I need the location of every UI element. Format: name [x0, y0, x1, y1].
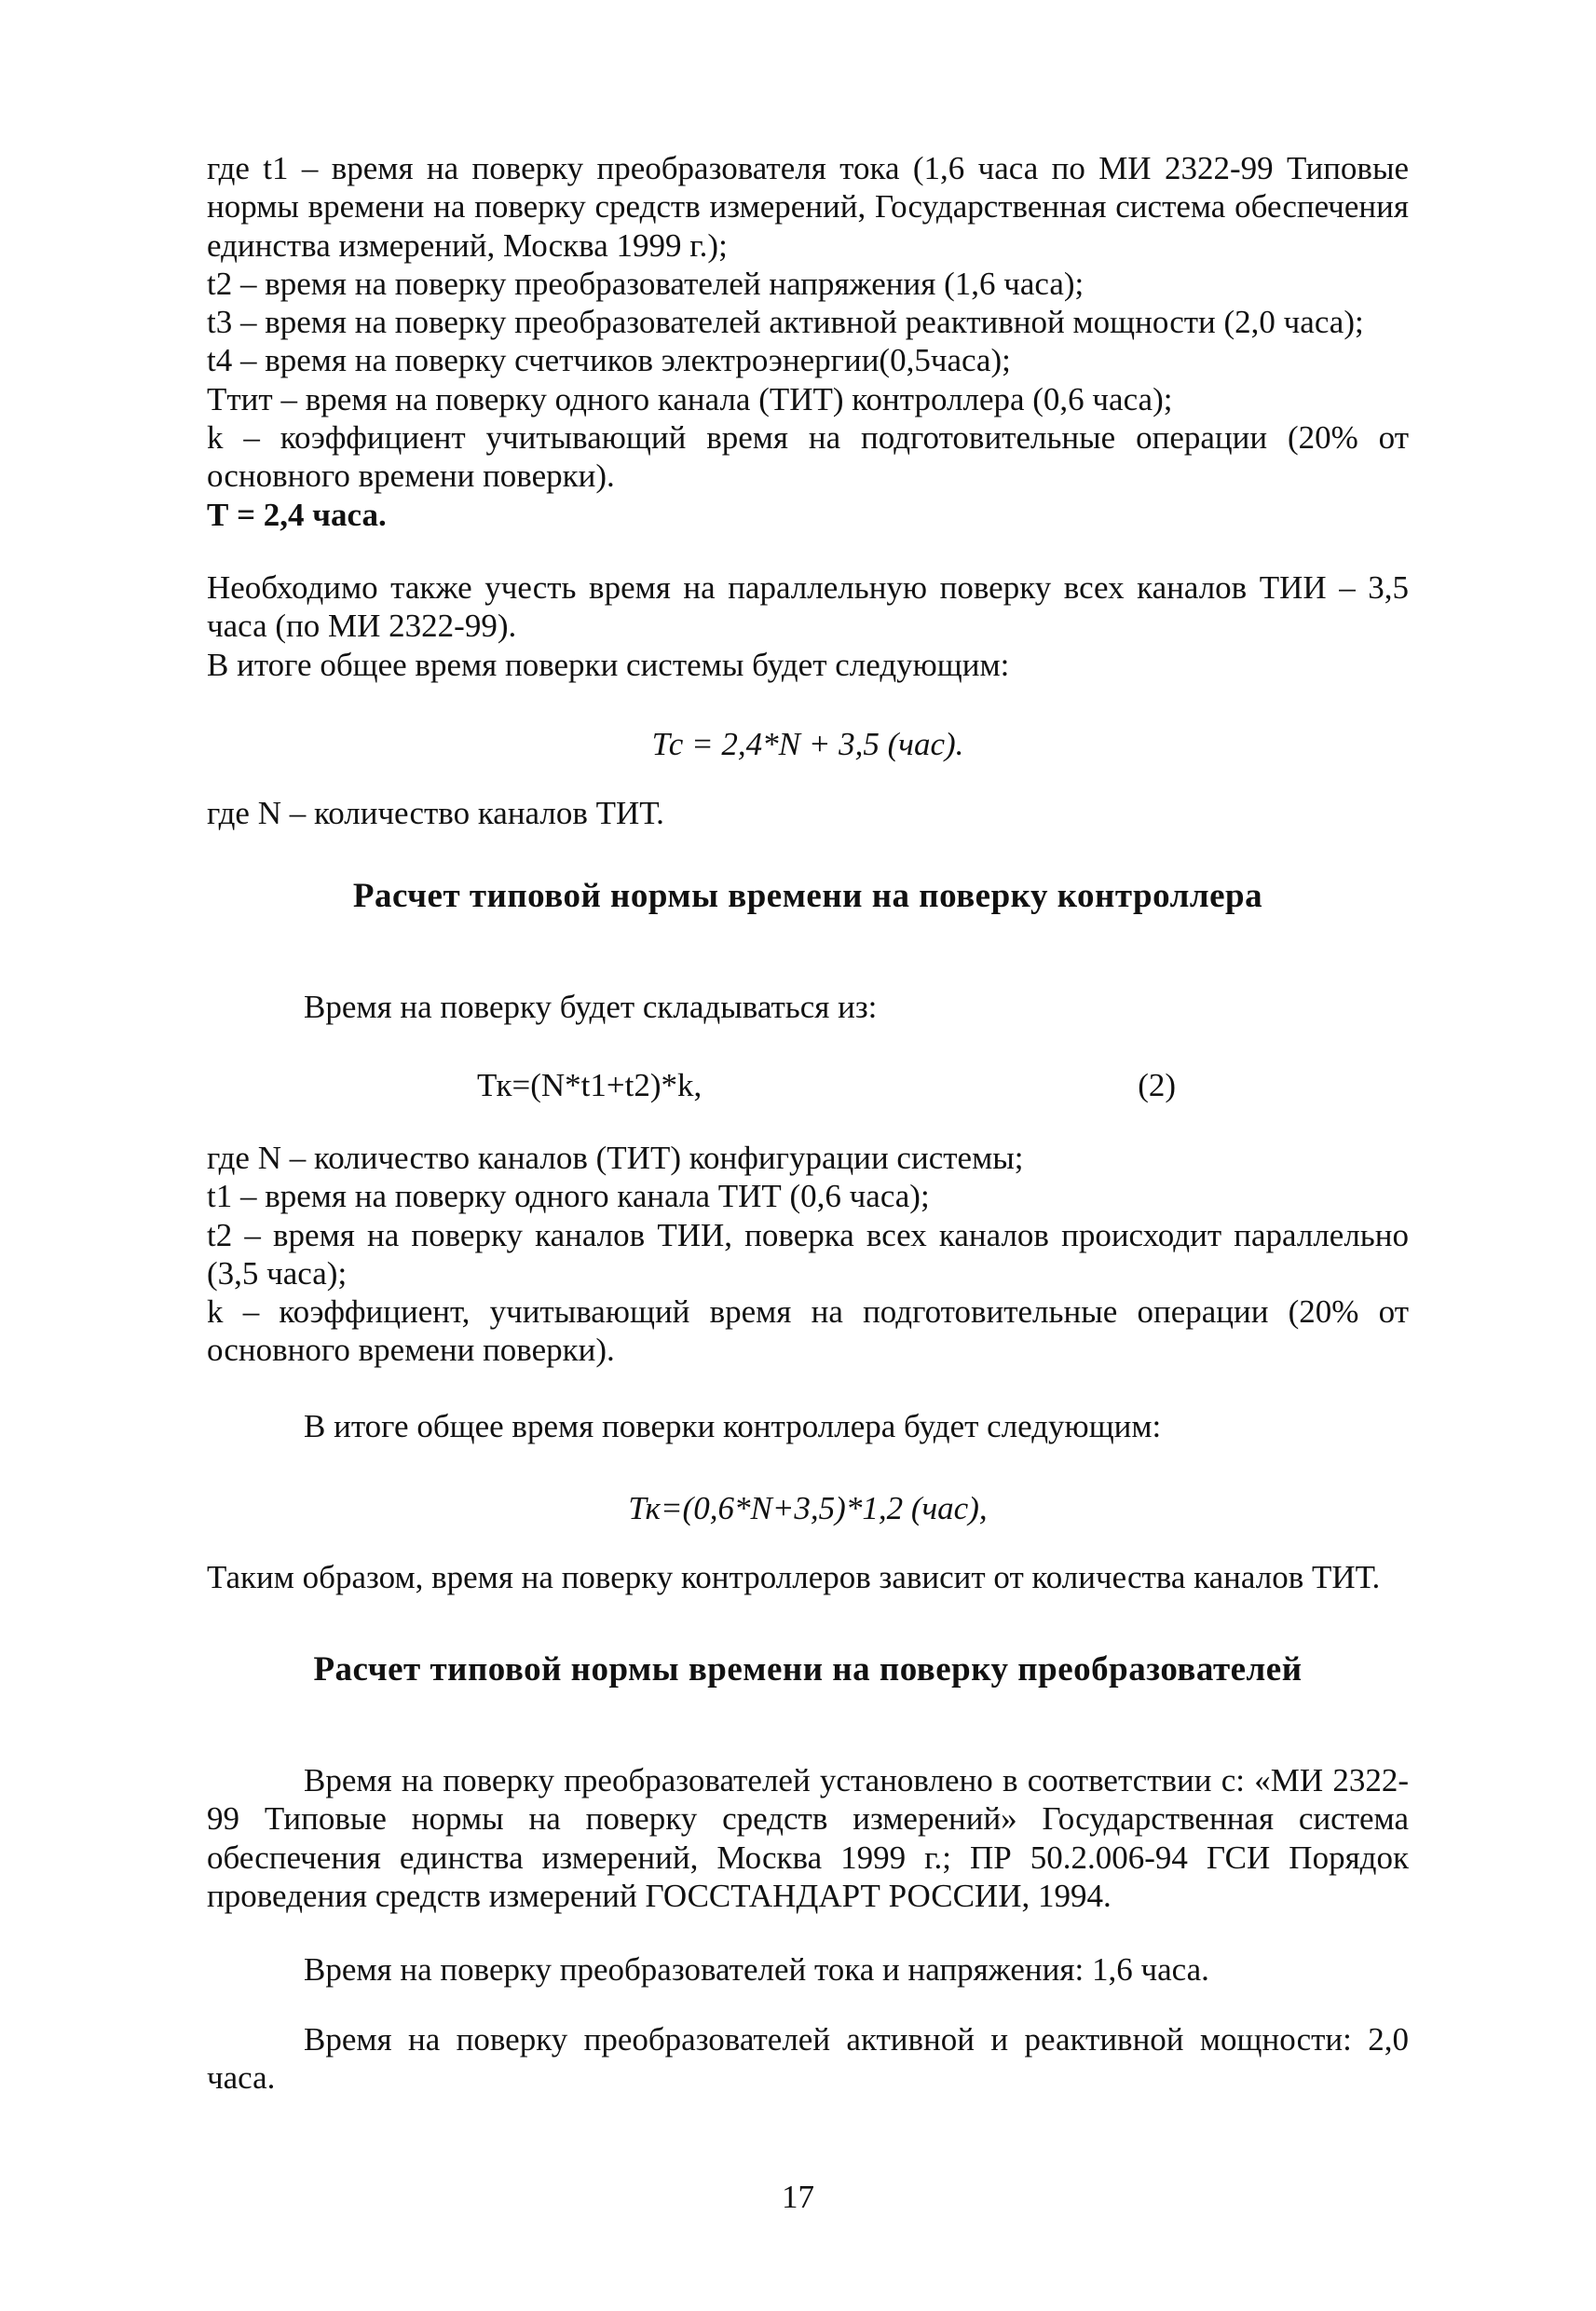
definitions-block-1 — [207, 149, 1409, 534]
definition-t2: t2 – время на поверку преобразователей напряжения (1,6 часа); — [207, 265, 1084, 302]
formula-number: (2) — [1138, 1067, 1176, 1103]
t-result: Т = 2,4 часа. — [207, 496, 387, 533]
definitions-block-2 — [207, 1139, 1409, 1370]
system-total-intro: В итоге общее время поверки системы будет следующим: — [207, 646, 1010, 683]
parallel-paragraph: Необходимо также учесть время на параллельную поверку всех каналов ТИИ – 3,5 часа (по МИ 2322-99). — [207, 569, 1409, 645]
definition-ttit: Ттит – время на поверку одного канала (ТИТ) контроллера (0,6 часа); — [207, 380, 1173, 417]
converters-paragraph-2: Время на поверку преобразователей тока и напряжения: 1,6 часа. — [304, 1951, 1209, 1988]
definition-t2-channels: t2 – время на поверку каналов ТИИ, поверка всех каналов происходит параллельно (3,5 часа); — [207, 1216, 1409, 1292]
formula-tc: Тс = 2,4*N + 3,5 (час). — [651, 726, 964, 762]
formula-tk-final: Тк=(0,6*N+3,5)*1,2 (час), — [628, 1490, 988, 1526]
controller-total-intro: В итоге общее время поверки контроллера будет следующим: — [304, 1408, 1162, 1444]
converters-paragraph-3: Время на поверку преобразователей активной и реактивной мощности: 2,0 часа. — [207, 2021, 1409, 2097]
definition-n: где N – количество каналов (ТИТ) конфигурации системы; — [207, 1140, 1024, 1176]
definition-t3: t3 – время на поверку преобразователей активной реактивной мощности (2,0 часа); — [207, 304, 1364, 341]
parallel-paragraph-block — [207, 568, 1409, 684]
page-number: 17 — [782, 2179, 814, 2215]
controller-intro: Время на поверку будет складываться из: — [304, 989, 878, 1025]
where-n-tit: где N – количество каналов ТИТ. — [207, 795, 664, 831]
definition-k: k – коэффициент учитывающий время на подготовительные операции (20% от основного времени поверки). — [207, 419, 1409, 495]
definition-t4: t4 – время на поверку счетчиков электроэнергии(0,5часа); — [207, 342, 1011, 379]
definition-t1-channel: t1 – время на поверку одного канала ТИТ (0,6 часа); — [207, 1178, 930, 1215]
heading-converters: Расчет типовой нормы времени на поверку преобразователей — [313, 1650, 1303, 1689]
controller-conclusion: Таким образом, время на поверку контроллеров зависит от количества каналов ТИТ. — [207, 1559, 1381, 1595]
heading-controller: Расчет типовой нормы времени на поверку контроллера — [352, 877, 1263, 915]
formula-tk: Тк=(N*t1+t2)*k, — [477, 1067, 703, 1103]
converters-paragraph-1: Время на поверку преобразователей установлено в соответствии с: «МИ 2322-99 Типовые нормы на поверку средств измерений» Государственная система обеспечения единства измерений, Москва 1999 г.; ПР 50.2.006-94 ГСИ Порядок проведения средств измерений ГОССТАНДАРТ РОССИИ, 1994. — [207, 1762, 1409, 1914]
definition-k-coefficient: k – коэффициент, учитывающий время на подготовительные операции (20% от основного времени поверки). — [207, 1293, 1409, 1369]
definition-t1: где t1 – время на поверку преобразователя тока (1,6 часа по МИ 2322-99 Типовые нормы времени на поверку средств измерений, Государственная система обеспечения единства измерений, Москва 1999 г.); — [207, 150, 1409, 264]
